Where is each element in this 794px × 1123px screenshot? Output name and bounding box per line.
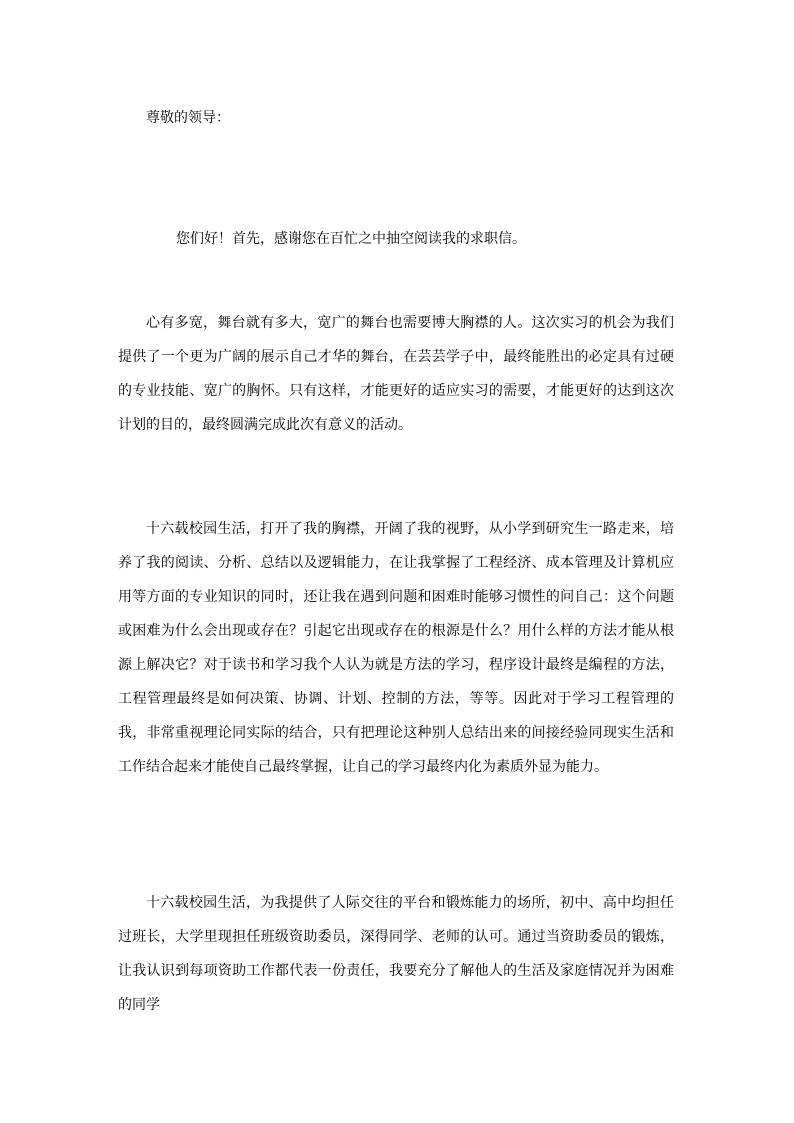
paragraph-experience: 十六载校园生活，为我提供了人际交往的平台和锻炼能力的场所，初中、高中均担任过班长，大学里现担任班级资助委员，深得同学、老师的认可。通过当资助委员的锻炼，让我认识到每项资助工作都代表一份责任，我要充分了解他人的生活及家庭情况并为困难的同学 xyxy=(118,895,674,1013)
greeting: 您们好！首先，感谢您在百忙之中抽空阅读我的求职信。 xyxy=(176,231,526,247)
paragraph-stage: 心有多宽，舞台就有多大，宽广的舞台也需要博大胸襟的人。这次实习的机会为我们提供了一个更为广阔的展示自己才华的舞台，在芸芸学子中，最终能胜出的必定具有过硬的专业技能、宽广的胸怀。只有这样，才能更好的适应实习的需要，才能更好的达到这次计划的目的，最终圆满完成此次有意义的活动。 xyxy=(118,315,674,433)
paragraph-study: 十六载校园生活，打开了我的胸襟，开阔了我的视野，从小学到研究生一路走来，培养了我的阅读、分析、总结以及逻辑能力，在让我掌握了工程经济、成本管理及计算机应用等方面的专业知识的同时，还让我在遇到问题和困难时能够习惯性的问自己：这个问题或困难为什么会出现或存在？引起它出现或存在的根源是什么？用什么样的方法才能从根源上解决它？对于读书和学习我个人认为就是方法的学习，程序设计最终是编程的方法，工程管理最终是如何决策、协调、计划、控制的方法，等等。因此对于学习工程管理的我，非常重视理论同实际的结合，只有把理论这种别人总结出来的间接经验同现实生活和工作结合起来才能使自己最终掌握，让自己的学习最终内化为素质外显为能力。 xyxy=(118,521,674,775)
salutation: 尊敬的领导： xyxy=(146,110,230,126)
